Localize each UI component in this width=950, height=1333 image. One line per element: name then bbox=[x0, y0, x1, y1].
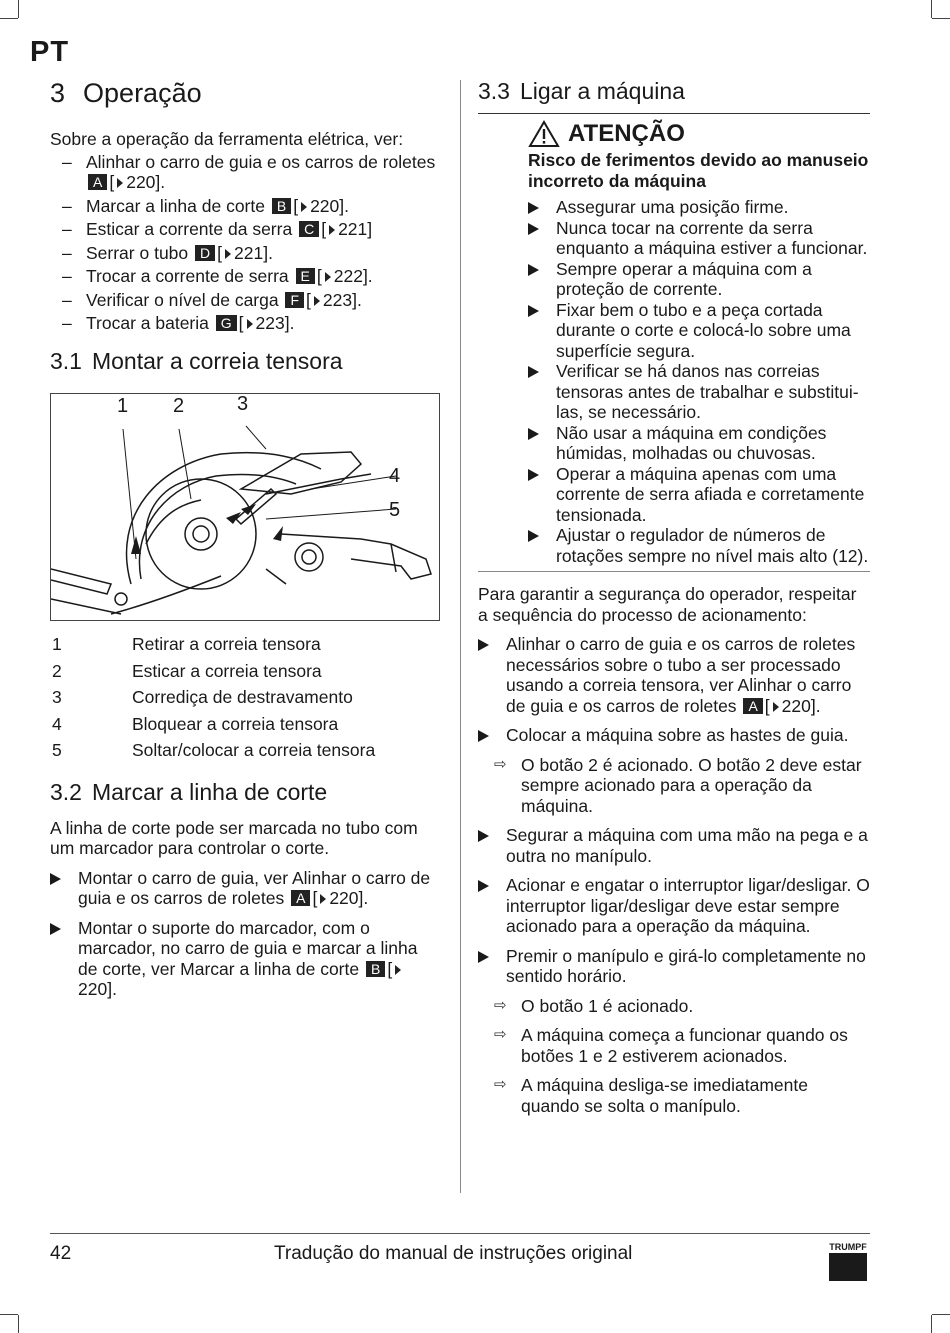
section-3-2-intro: A linha de corte pode ser marcada no tubo com um marcador para controlar o corte. bbox=[50, 817, 418, 858]
section-title: Marcar a linha de corte bbox=[91, 778, 328, 805]
warning-item bbox=[528, 525, 870, 566]
warning-end-rule bbox=[478, 571, 870, 572]
page-ref: 223 bbox=[255, 313, 285, 333]
warning-item bbox=[528, 259, 870, 300]
crop-mark bbox=[932, 1314, 950, 1315]
warning-item-text: Não usar a máquina em condições húmidas, molhadas ou chuvosas. bbox=[556, 422, 827, 463]
figure-label-1: 1 bbox=[117, 395, 129, 417]
result-arrow-icon: ⇨ bbox=[494, 1026, 507, 1043]
operation-list-item: – Verificar o nível de carga F [ 223]. bbox=[62, 289, 362, 310]
legend-row bbox=[50, 687, 440, 714]
result-text: O botão 1 é acionado. bbox=[521, 995, 694, 1016]
result-arrow-icon: ⇨ bbox=[494, 996, 507, 1014]
warning-item bbox=[528, 464, 870, 526]
item-text: Alinhar o carro de guia e os carros de roletes bbox=[86, 151, 436, 172]
page-ref: 220 bbox=[310, 195, 340, 216]
ref-box: F bbox=[285, 292, 304, 308]
ref-close: ]. bbox=[155, 172, 166, 192]
figure-label-2: 2 bbox=[173, 395, 185, 417]
operation-list-item: – Marcar a linha de corte B [ 220]. bbox=[62, 195, 350, 216]
legend-row bbox=[50, 740, 440, 767]
crop-mark bbox=[931, 0, 932, 18]
step-text: Premir o manípulo e girá-lo completamente no sentido horário. bbox=[506, 945, 866, 986]
result-text: A máquina desliga-se imediatamente quando se solta o manípulo. bbox=[521, 1075, 808, 1116]
result-text: A máquina começa a funcionar quando os botões 1 e 2 estiverem acionados. bbox=[521, 1025, 848, 1066]
warning-item bbox=[528, 197, 870, 218]
page-ref: 222 bbox=[333, 266, 363, 286]
warning-item-text: Fixar bem o tubo e a peça cortada durante o corte e colocá-lo sobre uma superfície segura. bbox=[556, 299, 851, 361]
ref-close: ]. bbox=[362, 266, 373, 286]
crop-mark bbox=[0, 18, 18, 19]
section-title: Montar a correia tensora bbox=[91, 347, 343, 374]
crop-mark bbox=[932, 18, 950, 19]
section-number: 3.3 bbox=[478, 78, 510, 104]
brand-logo-block bbox=[829, 1253, 867, 1281]
ref-close: ]. bbox=[339, 195, 350, 216]
legend-text: Bloquear a correia tensora bbox=[132, 713, 339, 734]
item-text: Verificar o nível de carga bbox=[86, 289, 279, 310]
section-3-intro: Sobre a operação da ferramenta elétrica, ver: bbox=[50, 129, 404, 149]
crop-mark bbox=[0, 1314, 18, 1315]
page-number: 42 bbox=[50, 1243, 72, 1264]
page-ref: 220 bbox=[329, 888, 359, 908]
warning-item-text: Sempre operar a máquina com a proteção de corrente. bbox=[556, 258, 812, 299]
ref-box: C bbox=[299, 221, 319, 237]
legend-number: 2 bbox=[52, 660, 62, 681]
section-3-2-heading bbox=[50, 779, 440, 806]
warning-item-text: Nunca tocar na corrente da serra enquanto a máquina estiver a funcionar. bbox=[556, 217, 868, 258]
warning-item-text: Operar a máquina apenas com uma corrente de serra afiada e corretamente tensionada. bbox=[556, 463, 865, 525]
page-ref: 220 bbox=[78, 979, 108, 999]
warning-signal-word: ATENÇÃO bbox=[568, 120, 685, 147]
legend-text: Retirar a correia tensora bbox=[132, 634, 321, 654]
result-item bbox=[494, 755, 870, 817]
operation-list-item: – Serrar o tubo D [ 221]. bbox=[62, 242, 273, 263]
item-text: Serrar o tubo bbox=[86, 242, 189, 263]
ref-close: ]. bbox=[352, 289, 362, 310]
warning-item bbox=[528, 361, 870, 423]
ref-box: G bbox=[216, 315, 237, 331]
bullet-text: Montar o suporte do marcador, com o marcador, no carro de guia e marcar a linha de corte, ver Marcar a linha de corte bbox=[78, 917, 418, 979]
section-title: Operação bbox=[83, 78, 202, 108]
result-text: O botão 2 é acionado. O botão 2 deve estar sempre acionado para a operação da máquina. bbox=[521, 754, 862, 816]
brand-logo bbox=[829, 1242, 867, 1281]
ref-close: ] bbox=[367, 219, 373, 239]
ref-close: ]. bbox=[284, 313, 295, 333]
legend-number: 1 bbox=[52, 634, 62, 654]
legend-row bbox=[50, 661, 440, 688]
warning-block bbox=[478, 120, 870, 566]
ref-box: B bbox=[272, 198, 291, 214]
step-item bbox=[478, 875, 870, 937]
section-number: 3 bbox=[50, 78, 66, 108]
legend-row bbox=[50, 714, 440, 741]
column-divider bbox=[460, 80, 461, 1193]
bullet-item: Montar o suporte do marcador, com o marcador, no carro de guia e marcar a linha de corte, ver Marcar a linha de corte B [220]. bbox=[50, 918, 440, 1000]
footer-rule bbox=[50, 1233, 870, 1234]
item-text: Trocar a bateria bbox=[86, 313, 209, 333]
ref-box: E bbox=[296, 268, 315, 284]
language-code: PT bbox=[30, 36, 70, 68]
left-column-lower bbox=[50, 634, 440, 1000]
step-text: Alinhar o carro de guia e os carros de roletes necessários sobre o tubo a ser processado usando a correia tensora, ver Alinhar o carro de guia e os carros de roletes bbox=[506, 634, 856, 716]
operation-list-item: – Esticar a corrente da serra C [ 221] bbox=[62, 219, 373, 239]
section-title: Ligar a máquina bbox=[519, 78, 685, 104]
legend-row bbox=[50, 634, 440, 661]
tension-strap-illustration bbox=[51, 394, 439, 620]
page-ref: 220 bbox=[126, 172, 156, 192]
figure-label-4: 4 bbox=[389, 465, 401, 487]
warning-item bbox=[528, 300, 870, 362]
result-arrow-icon: ⇨ bbox=[494, 755, 507, 773]
right-column bbox=[478, 78, 870, 1116]
brand-logo-text: TRUMPF bbox=[829, 1242, 867, 1252]
result-item bbox=[494, 1025, 870, 1066]
warning-item-text: Verificar se há danos nas correias tensoras antes de trabalhar e substitui-las, se necessário. bbox=[556, 361, 859, 422]
result-item bbox=[494, 996, 870, 1017]
section-3-3-intro: Para garantir a segurança do operador, respeitar a sequência do processo de acionamento: bbox=[478, 584, 857, 625]
crop-mark bbox=[931, 1315, 932, 1333]
ref-box: A bbox=[291, 890, 310, 906]
section-3-1-heading bbox=[50, 348, 440, 375]
ref-box: A bbox=[743, 698, 762, 714]
item-text: Marcar a linha de corte bbox=[86, 195, 265, 216]
footer-text: Tradução do manual de instruções original bbox=[274, 1243, 633, 1264]
item-text: Trocar a corrente de serra bbox=[86, 266, 289, 286]
page-ref: 223 bbox=[322, 289, 353, 310]
item-text: Esticar a corrente da serra bbox=[86, 219, 293, 239]
section-number: 3.1 bbox=[50, 347, 82, 374]
warning-item-text: Assegurar uma posição firme. bbox=[556, 197, 789, 217]
step-item: Alinhar o carro de guia e os carros de roletes necessários sobre o tubo a ser processado usando a correia tensora, ver Alinhar o carro de guia e os carros de roletes A [ 220]. bbox=[478, 634, 870, 716]
step-item bbox=[478, 725, 870, 746]
legend-text: Soltar/colocar a correia tensora bbox=[132, 740, 376, 760]
page-ref: 221 bbox=[234, 242, 264, 263]
legend-number: 3 bbox=[52, 687, 62, 707]
step-text: Colocar a máquina sobre as hastes de guia. bbox=[506, 725, 849, 745]
legend-number: 4 bbox=[52, 713, 62, 734]
legend-text: Esticar a correia tensora bbox=[132, 660, 322, 681]
figure-label-5: 5 bbox=[389, 499, 401, 521]
figure-label-3: 3 bbox=[237, 394, 249, 415]
figure-legend bbox=[50, 634, 440, 767]
crop-mark bbox=[18, 0, 19, 18]
section-3-heading bbox=[50, 78, 440, 109]
warning-subtitle: Risco de ferimentos devido ao manuseio incorreto da máquina bbox=[528, 150, 869, 191]
warning-list bbox=[528, 197, 870, 566]
page-ref: 220 bbox=[781, 695, 811, 716]
operation-list-item: – Alinhar o carro de guia e os carros de roletes A [ 220]. bbox=[62, 151, 436, 192]
warning-item-text: Ajustar o regulador de números de rotações sempre no nível mais alto (12). bbox=[556, 525, 869, 566]
ref-box: B bbox=[366, 961, 385, 977]
warning-item bbox=[528, 423, 870, 464]
step-text: Segurar a máquina com uma mão na pega e a outra no manípulo. bbox=[506, 825, 868, 866]
warning-triangle-icon bbox=[528, 120, 560, 148]
step-text: Acionar e engatar o interruptor ligar/desligar. O interruptor ligar/desligar deve estar sempre acionado para a operação da máquina. bbox=[506, 875, 870, 936]
warning-title bbox=[528, 120, 870, 148]
tension-strap-figure bbox=[50, 393, 440, 621]
left-column bbox=[50, 78, 440, 375]
legend-number: 5 bbox=[52, 740, 62, 760]
crop-mark bbox=[18, 1315, 19, 1333]
operation-list-item: – Trocar a bateria G [ 223]. bbox=[62, 313, 295, 333]
result-item bbox=[494, 1075, 870, 1116]
bullet-item: Montar o carro de guia, ver Alinhar o carro de guia e os carros de roletes A [ 220]. bbox=[50, 868, 440, 909]
ref-close: ]. bbox=[263, 242, 273, 263]
step-item bbox=[478, 825, 870, 866]
operation-list bbox=[50, 152, 440, 334]
result-arrow-icon: ⇨ bbox=[494, 1076, 507, 1093]
operation-list-item: – Trocar a corrente de serra E [ 222]. bbox=[62, 266, 373, 286]
bullet-text: Montar o carro de guia, ver Alinhar o carro de guia e os carros de roletes bbox=[78, 867, 431, 908]
legend-text: Corrediça de destravamento bbox=[132, 687, 353, 707]
step-item bbox=[478, 946, 870, 987]
ref-box: A bbox=[88, 174, 107, 190]
section-3-3-heading bbox=[478, 78, 870, 114]
page-ref: 221 bbox=[338, 219, 368, 239]
ref-box: D bbox=[195, 245, 215, 261]
section-number: 3.2 bbox=[50, 778, 82, 805]
warning-item bbox=[528, 218, 870, 259]
